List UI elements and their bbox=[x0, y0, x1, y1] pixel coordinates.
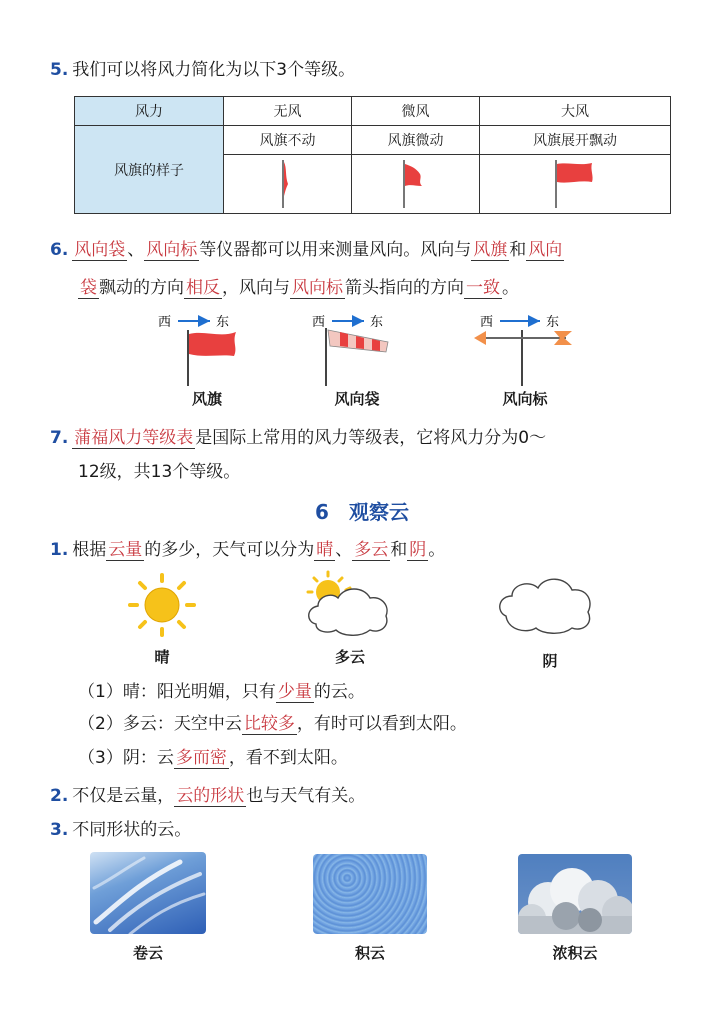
item-text: 不仅是云量， bbox=[72, 786, 175, 806]
answer-blank: 相反 bbox=[186, 278, 220, 298]
item-text: 不同形状的云。 bbox=[72, 820, 192, 840]
answer-blank: 风向 bbox=[528, 240, 563, 260]
cirrus-photo bbox=[90, 852, 206, 934]
east-label: 东 bbox=[370, 315, 384, 330]
item-7-line2 bbox=[78, 460, 240, 484]
caption-cloudy: 多云 bbox=[334, 648, 365, 666]
section-title: 6 观察云 bbox=[315, 500, 409, 524]
item-number: 5. bbox=[50, 60, 69, 80]
item-6-line1 bbox=[50, 238, 564, 262]
item-text: ，有时可以看到太阳。 bbox=[296, 714, 467, 734]
answer-blank: 风向标 bbox=[146, 240, 198, 260]
item-text: 等仪器都可以用来测量风向。风向与 bbox=[199, 240, 472, 260]
item-text: 12级，共13个等级。 bbox=[78, 462, 241, 482]
answer-blank: 多而密 bbox=[175, 748, 227, 768]
caption-cumulus: 积云 bbox=[354, 944, 385, 962]
sub-item-cloudy bbox=[78, 712, 467, 736]
item-text: （2）多云：天空中云 bbox=[78, 714, 242, 734]
cloud-item-3 bbox=[50, 818, 191, 842]
item-text: 的多少，天气可以分为 bbox=[144, 540, 315, 560]
caption-overcast: 阴 bbox=[542, 652, 558, 670]
answer-blank: 蒲福风力等级表 bbox=[74, 428, 194, 448]
cloud-item-1 bbox=[50, 538, 445, 562]
wind-instruments-figure bbox=[140, 308, 580, 388]
flag-still-cell bbox=[224, 155, 352, 214]
flag-flying-icon bbox=[550, 158, 600, 210]
answer-blank: 多云 bbox=[354, 540, 389, 560]
answer-blank: 一致 bbox=[466, 278, 500, 298]
partly-cloudy-icon bbox=[302, 568, 394, 640]
item-number: 3. bbox=[50, 820, 69, 840]
answer-blank: 云的形状 bbox=[176, 786, 245, 806]
item-6-line2 bbox=[78, 276, 519, 300]
answer-blank: 风向标 bbox=[292, 278, 343, 298]
item-text: 是国际上常用的风力等级表，它将风力分为0～ bbox=[195, 428, 547, 448]
answer-blank: 云量 bbox=[108, 540, 143, 560]
item-7-line1 bbox=[50, 426, 546, 450]
item-number: 6. bbox=[50, 240, 69, 260]
flag-still-icon bbox=[273, 158, 303, 210]
answer-blank: 比较多 bbox=[243, 714, 295, 734]
flag-icon bbox=[188, 330, 236, 386]
answer-blank: 风向袋 bbox=[74, 240, 126, 260]
item-5 bbox=[50, 58, 355, 82]
wind-vane-icon bbox=[474, 330, 572, 386]
sun-icon bbox=[124, 570, 200, 640]
flag-slight-cell bbox=[352, 155, 480, 214]
item-text: ，看不到太阳。 bbox=[228, 748, 348, 768]
table-header-light: 微风 bbox=[352, 97, 480, 126]
item-text: 的云。 bbox=[313, 682, 365, 702]
item-number: 2. bbox=[50, 786, 69, 806]
cumulus-congestus-photo bbox=[518, 854, 632, 934]
caption-wind-vane: 风向标 bbox=[502, 390, 548, 408]
table-cell-desc: 风旗不动 bbox=[224, 126, 352, 155]
caption-cumulus-congestus: 浓积云 bbox=[552, 944, 598, 962]
item-number: 1. bbox=[50, 540, 69, 560]
sub-item-overcast bbox=[78, 746, 348, 770]
table-cell-desc: 风旗微动 bbox=[352, 126, 480, 155]
item-text: 、 bbox=[335, 540, 353, 560]
answer-blank: 少量 bbox=[277, 682, 312, 702]
item-text: 。 bbox=[502, 278, 519, 298]
cloud-icon bbox=[496, 572, 596, 638]
item-text: 、 bbox=[127, 240, 145, 260]
caption-wind-sock: 风向袋 bbox=[334, 390, 380, 408]
table-header-strong: 大风 bbox=[480, 97, 671, 126]
east-label: 东 bbox=[216, 315, 230, 330]
item-text: 和 bbox=[390, 540, 408, 560]
item-text: （3）阴：云 bbox=[78, 748, 174, 768]
answer-blank: 风旗 bbox=[473, 240, 508, 260]
item-text: 。 bbox=[428, 540, 446, 560]
cumulus-photo bbox=[313, 854, 427, 934]
wind-level-table bbox=[74, 96, 671, 214]
item-text: 我们可以将风力简化为以下3个等级。 bbox=[72, 60, 356, 80]
table-header-label: 风力 bbox=[75, 97, 224, 126]
table-header-calm: 无风 bbox=[224, 97, 352, 126]
answer-blank: 晴 bbox=[316, 540, 334, 560]
item-text: 箭头指向的方向 bbox=[345, 278, 464, 298]
caption-cirrus: 卷云 bbox=[132, 944, 163, 962]
caption-sunny: 晴 bbox=[154, 648, 170, 666]
flag-flying-cell bbox=[480, 155, 671, 214]
table-row-label: 风旗的样子 bbox=[75, 126, 224, 214]
item-text: 飘动的方向 bbox=[99, 278, 184, 298]
answer-blank: 阴 bbox=[409, 540, 427, 560]
item-text: （1）晴：阳光明媚，只有 bbox=[78, 682, 276, 702]
caption-flag: 风旗 bbox=[191, 390, 222, 408]
table-cell-desc: 风旗展开飘动 bbox=[480, 126, 671, 155]
flag-slight-icon bbox=[396, 158, 436, 210]
wind-sock-icon bbox=[326, 328, 388, 386]
item-text: 也与天气有关。 bbox=[246, 786, 366, 806]
west-label: 西 bbox=[312, 315, 326, 330]
cloud-item-2 bbox=[50, 784, 365, 808]
item-text: 和 bbox=[509, 240, 527, 260]
item-text: ，风向与 bbox=[222, 278, 290, 298]
item-number: 7. bbox=[50, 428, 69, 448]
west-label: 西 bbox=[158, 315, 172, 330]
item-text: 根据 bbox=[72, 540, 107, 560]
west-label: 西 bbox=[480, 315, 494, 330]
answer-blank: 袋 bbox=[80, 278, 97, 298]
east-label: 东 bbox=[546, 315, 560, 330]
sub-item-sunny bbox=[78, 680, 365, 704]
